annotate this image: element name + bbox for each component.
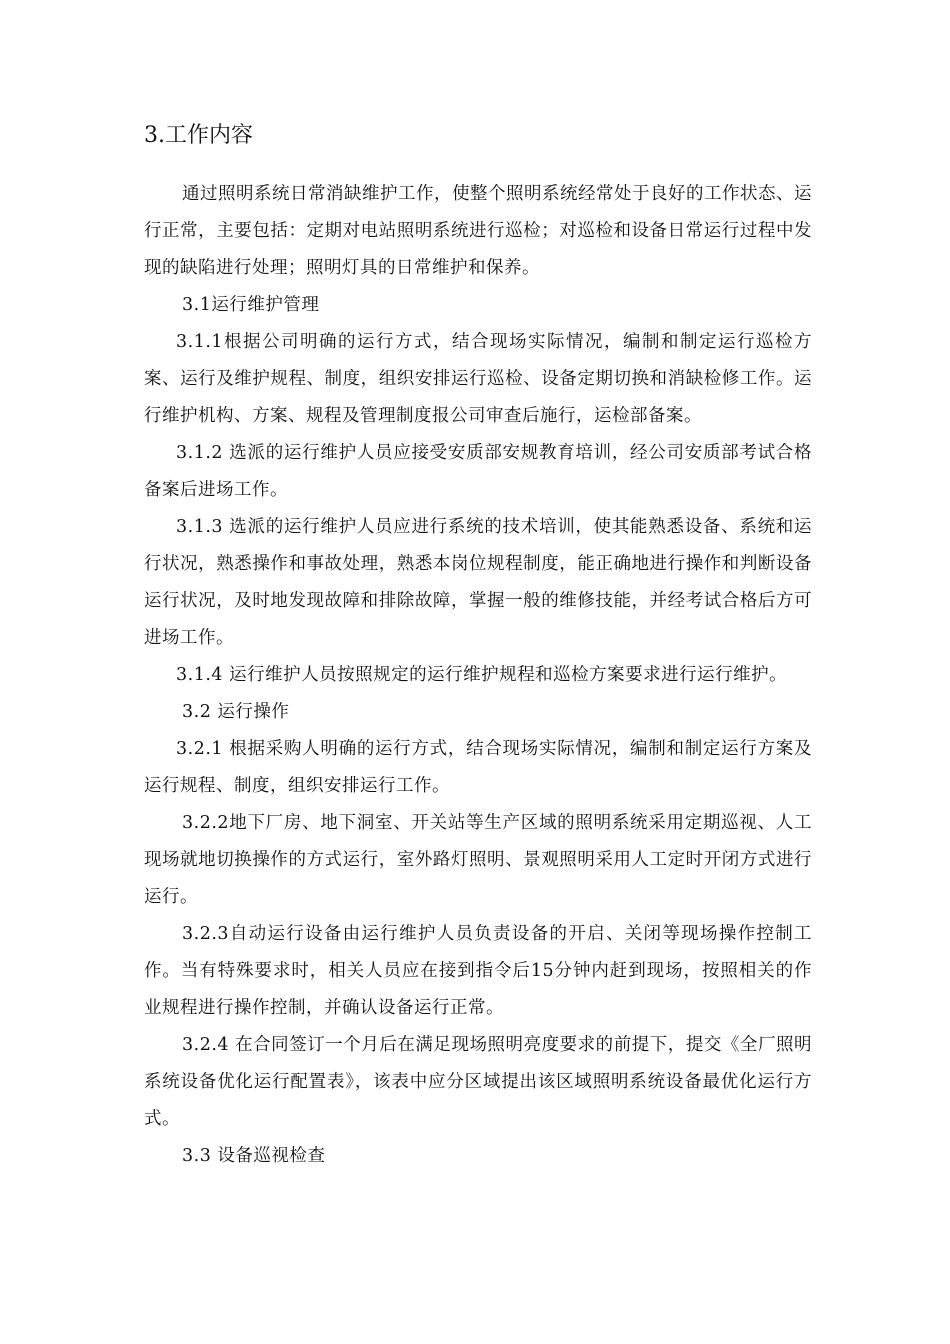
paragraph-3-1-3: 3.1.3 选派的运行维护人员应进行系统的技术培训，使其能熟悉设备、系统和运行状况，熟悉操作和事故处理，熟悉本岗位规程制度，能正确地进行操作和判断设备运行状况，及时地发现故障和排除故障，掌握一般的维修技能，并经考试合格后方可进场工作。 xyxy=(144,517,812,648)
paragraph-3-1-2: 3.1.2 选派的运行维护人员应接受安质部安规教育培训，经公司安质部考试合格备案后进场工作。 xyxy=(144,443,812,500)
paragraph-3-2-1: 3.2.1 根据采购人明确的运行方式，结合现场实际情况，编制和制定运行方案及运行规程、制度，组织安排运行工作。 xyxy=(144,739,812,796)
section-heading: 3.工作内容 xyxy=(144,123,253,148)
paragraph-3-1-1: 3.1.1根据公司明确的运行方式，结合现场实际情况，编制和制定运行巡检方案、运行及维护规程、制度，组织安排运行巡检、设备定期切换和消缺检修工作。运行维护机构、方案、规程及管理制度报公司审查后施行，运检部备案。 xyxy=(144,332,812,426)
paragraph-3-1-4: 3.1.4 运行维护人员按照规定的运行维护规程和巡检方案要求进行运行维护。 xyxy=(176,665,788,685)
subsection-3-2-title: 3.2 运行操作 xyxy=(182,702,290,722)
paragraph-3-2-2: 3.2.2地下厂房、地下洞室、开关站等生产区域的照明系统采用定期巡视、人工现场就地切换操作的方式运行，室外路灯照明、景观照明采用人工定时开闭方式进行运行。 xyxy=(144,813,812,907)
intro-paragraph: 通过照明系统日常消缺维护工作，使整个照明系统经常处于良好的工作状态、运行正常，主要包括：定期对电站照明系统进行巡检；对巡检和设备日常运行过程中发现的缺陷进行处理；照明灯具的日常维护和保养。 xyxy=(144,184,812,278)
subsection-3-3-title: 3.3 设备巡视检查 xyxy=(182,1146,326,1166)
paragraph-3-2-4: 3.2.4 在合同签订一个月后在满足现场照明亮度要求的前提下，提交《全厂照明系统设备优化运行配置表》，该表中应分区域提出该区域照明系统设备最优化运行方式。 xyxy=(144,1035,812,1129)
document-body xyxy=(144,116,812,1175)
subsection-3-1-title: 3.1运行维护管理 xyxy=(182,295,320,315)
paragraph-3-2-3: 3.2.3自动运行设备由运行维护人员负责设备的开启、关闭等现场操作控制工作。当有特殊要求时，相关人员应在接到指令后15分钟内赶到现场，按照相关的作业规程进行操作控制，并确认设备运行正常。 xyxy=(144,924,812,1018)
